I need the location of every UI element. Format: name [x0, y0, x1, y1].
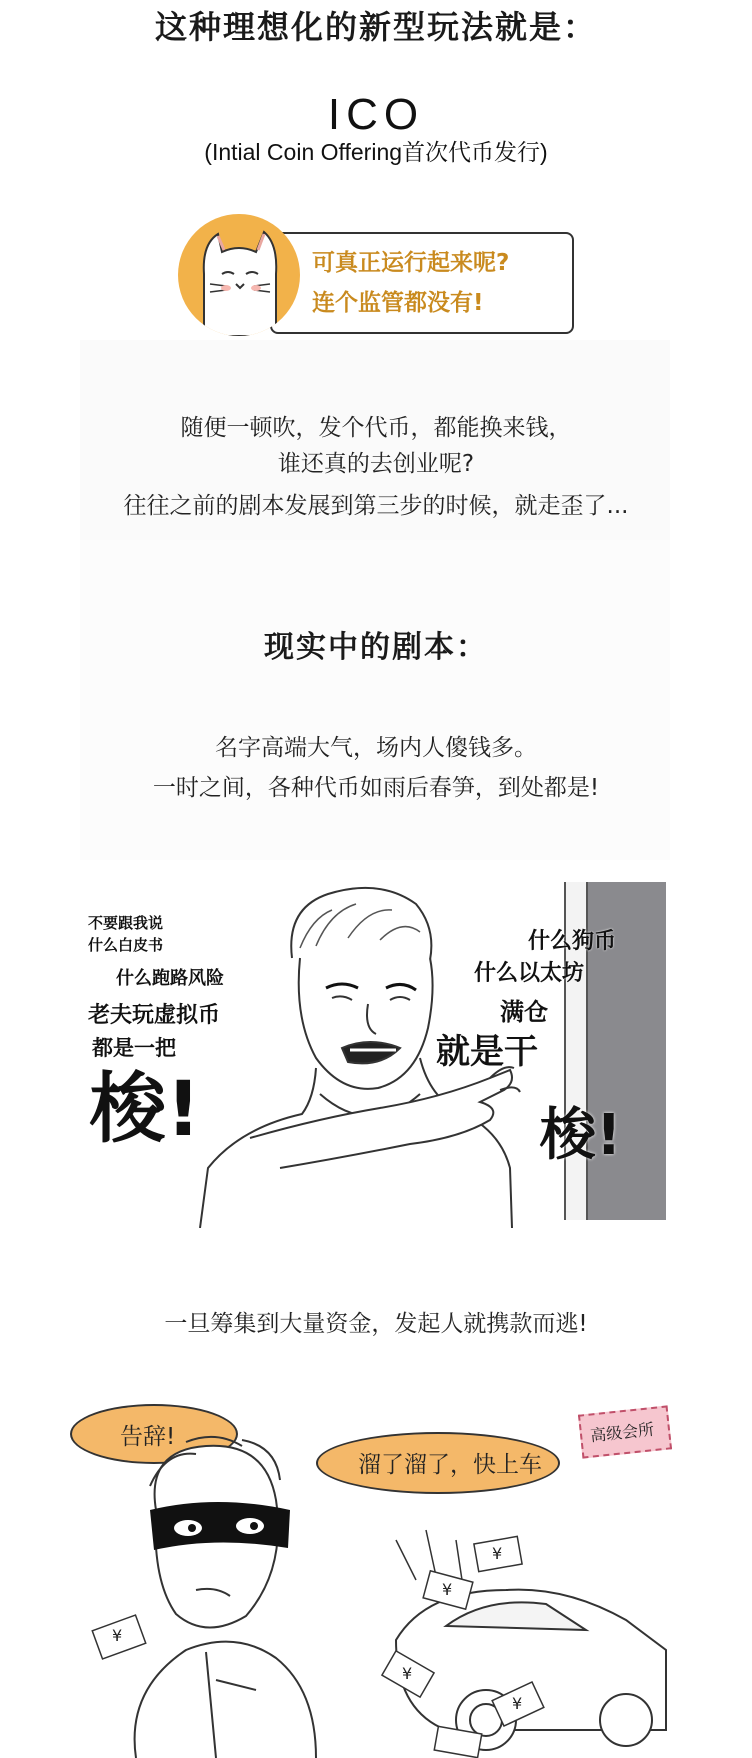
meme-right-4: 就是干	[436, 1032, 538, 1072]
reality-line-2: 一时之间，各种代币如雨后春笋，到处都是!	[152, 775, 600, 801]
speech-bubble-right-text: 溜了溜了，快上车	[358, 1452, 542, 1478]
meme-left-huge: 梭!	[90, 1064, 201, 1153]
meme-right-huge: 梭!	[540, 1103, 622, 1168]
intro-line-1: 随便一顿吹，发个代币，都能换来钱，	[180, 415, 572, 441]
meme-left-small-2: 什么白皮书	[88, 936, 164, 954]
meme-left-mid: 什么跑路风险	[116, 968, 224, 989]
escape-comic	[66, 1390, 686, 1758]
meme-left-big-2: 都是一把	[92, 1036, 176, 1060]
money-symbol-1: ¥	[112, 1626, 123, 1645]
intro-line-3: 往往之前的剧本发展到第三步的时候，就走歪了...	[123, 493, 629, 519]
money-symbol-5: ¥	[512, 1694, 523, 1713]
meme-left-small-1: 不要跟我说	[88, 914, 164, 932]
intro-line-2: 谁还真的去创业呢?	[277, 451, 475, 477]
money-symbol-3: ¥	[492, 1544, 503, 1563]
cat-bubble-line1: 可真正运行起来呢?	[312, 250, 510, 276]
ico-heading: ICO	[327, 90, 425, 139]
money-symbol-4: ¥	[402, 1664, 413, 1683]
speech-bubble-left-text: 告辞!	[120, 1424, 176, 1450]
meme-illustration	[80, 868, 670, 1228]
meme-right-1: 什么狗币	[528, 929, 617, 954]
meme-right-2: 什么以太坊	[474, 961, 585, 986]
meme-right-3: 满仓	[500, 998, 548, 1026]
club-sign-text: 高级会所	[589, 1419, 655, 1446]
meme-left-big-1: 老夫玩虚拟币	[88, 1003, 221, 1028]
thief-and-car-drawing	[66, 1390, 686, 1758]
background-band-mid	[80, 540, 670, 860]
ico-subtitle: (Intial Coin Offering首次代币发行)	[204, 139, 548, 165]
escape-line: 一旦筹集到大量资金，发起人就携款而逃!	[164, 1311, 588, 1337]
cat-bubble-line2: 连个监管都没有!	[312, 290, 484, 316]
cat-icon	[178, 214, 300, 336]
section-title: 这种理想化的新型玩法就是：	[154, 8, 597, 46]
reality-heading: 现实中的剧本：	[264, 630, 488, 665]
reality-line-1: 名字高端大气，场内人傻钱多。	[215, 735, 537, 761]
money-symbol-2: ¥	[442, 1580, 453, 1599]
cat-avatar	[178, 214, 300, 336]
